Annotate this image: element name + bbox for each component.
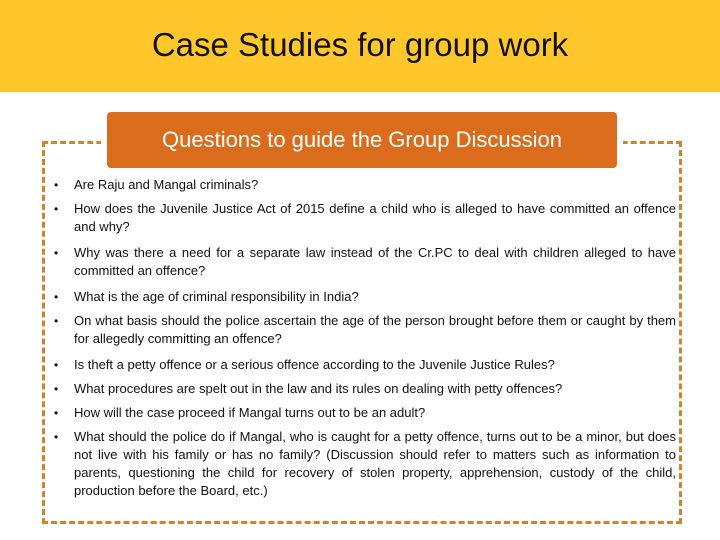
list-item (48, 288, 676, 306)
bullet-icon: • (54, 406, 59, 420)
list-item (48, 380, 676, 398)
page-title: Case Studies for group work (151, 26, 569, 63)
question-text: What procedures are spelt out in the law and its rules on dealing with petty offences? (74, 381, 563, 396)
list-item (48, 200, 676, 236)
list-item (48, 428, 676, 500)
bullet-icon: • (54, 246, 59, 260)
list-item (48, 244, 676, 280)
bullet-icon: • (54, 430, 59, 444)
question-list (48, 176, 676, 500)
question-text: How does the Juvenile Justice Act of 2015 define a child who is alleged to have committed an offence and why? (74, 201, 676, 234)
question-text: Why was there a need for a separate law instead of the Cr.PC to deal with children alleged to have committed an offence? (74, 245, 676, 278)
bullet-icon: • (54, 290, 59, 304)
question-text: Is theft a petty offence or a serious offence according to the Juvenile Justice Rules? (74, 357, 555, 372)
question-text: What should the police do if Mangal, who is caught for a petty offence, turns out to be a minor, but does not live with his family or has no family? (Discussion should refer to matters such as information to parents, questioning the child for recovery of stolen property, apprehension, custody of the child, production before the Board, etc.) (74, 429, 676, 498)
question-text: What is the age of criminal responsibility in India? (74, 289, 359, 304)
bullet-icon: • (54, 178, 59, 192)
list-item (48, 176, 676, 194)
list-item (48, 404, 676, 422)
bullet-icon: • (54, 382, 59, 396)
bullet-icon: • (54, 202, 59, 216)
question-text: How will the case proceed if Mangal turns out to be an adult? (74, 405, 426, 420)
bullet-icon: • (54, 358, 59, 372)
question-text: On what basis should the police ascertain the age of the person brought before them or caught by them for allegedly committing an offence? (74, 313, 676, 346)
section-label: Questions to guide the Group Discussion (107, 112, 617, 168)
list-item (48, 312, 676, 348)
bullet-icon: • (54, 314, 59, 328)
question-text: Are Raju and Mangal criminals? (74, 177, 259, 192)
list-item (48, 356, 676, 374)
